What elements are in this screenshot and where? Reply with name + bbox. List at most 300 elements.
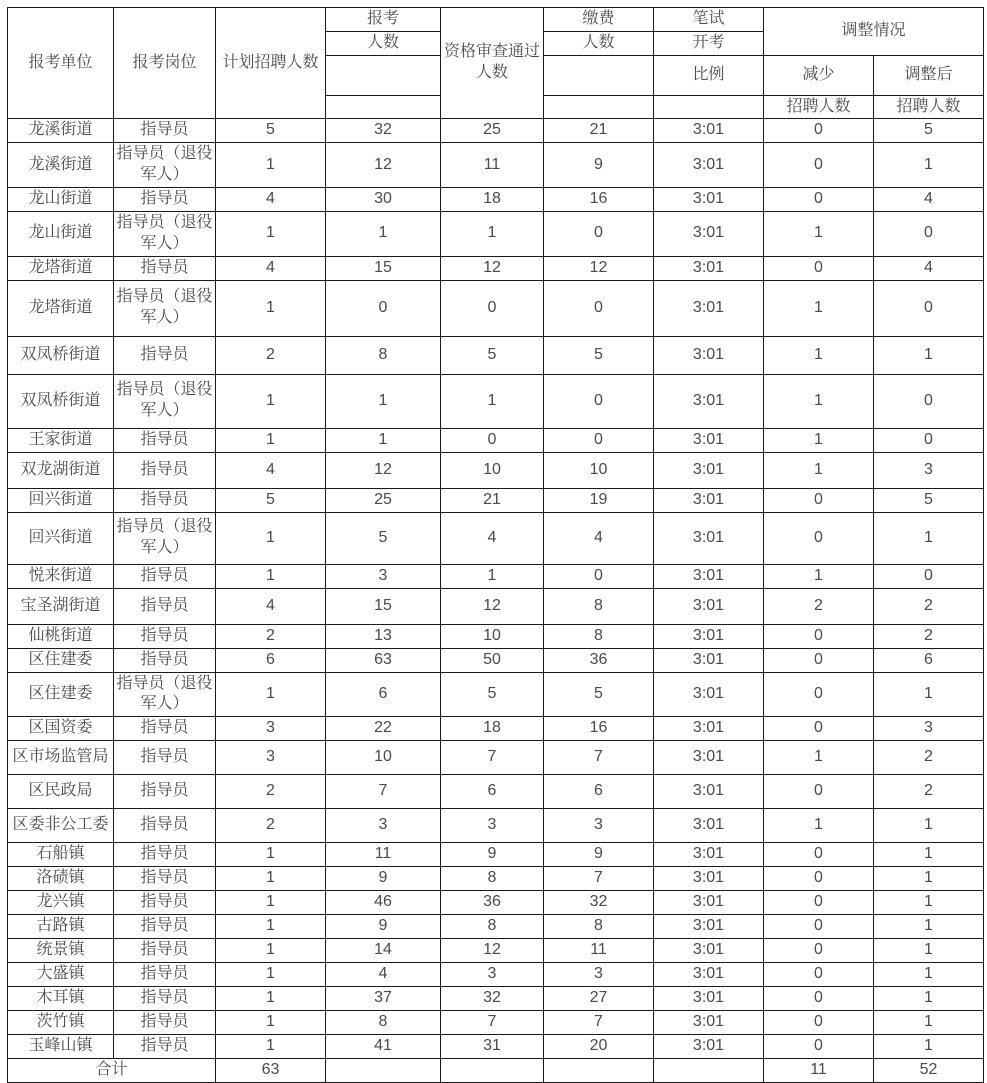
post-cell: 指导员: [114, 987, 216, 1011]
header-post: 报考岗位: [114, 8, 216, 119]
table-row: [8, 809, 984, 843]
header-paid-line2: 人数: [544, 31, 654, 55]
reduced-cell: 1: [764, 741, 874, 775]
table-row: [8, 987, 984, 1011]
table-row: [8, 428, 984, 452]
adjusted-cell: 4: [874, 256, 984, 280]
unit-cell: 区住建委: [8, 648, 114, 672]
unit-cell: 龙塔街道: [8, 256, 114, 280]
reviewed-cell: 6: [441, 775, 544, 809]
unit-cell: 王家街道: [8, 428, 114, 452]
table-row: [8, 624, 984, 648]
applied-cell: 3: [326, 809, 441, 843]
unit-cell: 回兴街道: [8, 488, 114, 512]
header-review: [441, 8, 544, 119]
reviewed-cell: 18: [441, 717, 544, 741]
reduced-cell: 1: [764, 564, 874, 588]
unit-cell: 大盛镇: [8, 963, 114, 987]
total-plan-cell: 63: [216, 1059, 326, 1083]
post-cell: 指导员: [114, 891, 216, 915]
reviewed-cell: 12: [441, 588, 544, 624]
reduced-cell: 1: [764, 211, 874, 256]
reduced-cell: 0: [764, 119, 874, 143]
plan-cell: 1: [216, 564, 326, 588]
plan-cell: 3: [216, 741, 326, 775]
table-row: [8, 717, 984, 741]
reviewed-cell: 9: [441, 843, 544, 867]
applied-cell: 8: [326, 336, 441, 374]
reduced-cell: 1: [764, 374, 874, 428]
reduced-cell: 0: [764, 717, 874, 741]
adjusted-cell: 1: [874, 867, 984, 891]
plan-cell: 1: [216, 428, 326, 452]
post-cell: 指导员: [114, 336, 216, 374]
paid-cell: 0: [544, 564, 654, 588]
ratio-cell: 3:01: [654, 336, 764, 374]
adjusted-cell: 1: [874, 1035, 984, 1059]
adjusted-cell: 1: [874, 336, 984, 374]
ratio-cell: 3:01: [654, 564, 764, 588]
unit-cell: 统景镇: [8, 939, 114, 963]
adjusted-cell: 2: [874, 741, 984, 775]
unit-cell: 龙山街道: [8, 211, 114, 256]
adjusted-cell: 1: [874, 843, 984, 867]
table-row: [8, 867, 984, 891]
table-row: [8, 963, 984, 987]
unit-cell: 区市场监管局: [8, 741, 114, 775]
ratio-cell: 3:01: [654, 1035, 764, 1059]
ratio-cell: 3:01: [654, 963, 764, 987]
applied-cell: 25: [326, 488, 441, 512]
applied-cell: 0: [326, 280, 441, 336]
ratio-cell: 3:01: [654, 374, 764, 428]
applied-cell: 32: [326, 119, 441, 143]
paid-cell: 0: [544, 374, 654, 428]
paid-cell: 16: [544, 187, 654, 211]
paid-cell: 19: [544, 488, 654, 512]
post-cell: 指导员: [114, 1035, 216, 1059]
reduced-cell: 1: [764, 452, 874, 488]
applied-cell: 63: [326, 648, 441, 672]
reduced-cell: 0: [764, 891, 874, 915]
reviewed-cell: 7: [441, 1011, 544, 1035]
header-reduce-line2: 招聘人数: [764, 95, 874, 119]
table-row: [8, 187, 984, 211]
paid-cell: 9: [544, 843, 654, 867]
total-reviewed-cell: [441, 1059, 544, 1083]
adjusted-cell: 1: [874, 512, 984, 564]
table-row: [8, 775, 984, 809]
paid-cell: 8: [544, 588, 654, 624]
adjusted-cell: 1: [874, 963, 984, 987]
ratio-cell: 3:01: [654, 648, 764, 672]
plan-cell: 5: [216, 488, 326, 512]
plan-cell: 1: [216, 672, 326, 717]
header-review-line1: 资格审查通过: [443, 43, 540, 61]
reduced-cell: 0: [764, 775, 874, 809]
reduced-cell: 0: [764, 672, 874, 717]
table-row: [8, 211, 984, 256]
table-row: [8, 452, 984, 488]
reduced-cell: 0: [764, 648, 874, 672]
applied-cell: 7: [326, 775, 441, 809]
adjusted-cell: 0: [874, 428, 984, 452]
header-paid-spacer2: [544, 95, 654, 119]
paid-cell: 4: [544, 512, 654, 564]
ratio-cell: 3:01: [654, 119, 764, 143]
reduced-cell: 0: [764, 843, 874, 867]
unit-cell: 回兴街道: [8, 512, 114, 564]
table-row: [8, 488, 984, 512]
reviewed-cell: 25: [441, 119, 544, 143]
table-header: [8, 8, 984, 119]
paid-cell: 3: [544, 963, 654, 987]
post-cell: 指导员: [114, 939, 216, 963]
unit-cell: 双凤桥街道: [8, 336, 114, 374]
plan-cell: 1: [216, 963, 326, 987]
applied-cell: 6: [326, 672, 441, 717]
header-applied-spacer2: [326, 95, 441, 119]
plan-cell: 2: [216, 809, 326, 843]
header-after-line1: 调整后: [874, 55, 984, 95]
header-after-line2: 招聘人数: [874, 95, 984, 119]
reviewed-cell: 12: [441, 939, 544, 963]
applied-cell: 1: [326, 211, 441, 256]
plan-cell: 2: [216, 624, 326, 648]
ratio-cell: 3:01: [654, 211, 764, 256]
post-cell: 指导员: [114, 488, 216, 512]
post-cell: 指导员: [114, 717, 216, 741]
post-cell: 指导员（退役军人）: [114, 211, 216, 256]
post-cell: 指导员: [114, 187, 216, 211]
adjusted-cell: 3: [874, 717, 984, 741]
plan-cell: 1: [216, 211, 326, 256]
unit-cell: 洛碛镇: [8, 867, 114, 891]
table-row: [8, 1035, 984, 1059]
paid-cell: 11: [544, 939, 654, 963]
plan-cell: 3: [216, 717, 326, 741]
unit-cell: 区委非公工委: [8, 809, 114, 843]
paid-cell: 32: [544, 891, 654, 915]
reviewed-cell: 36: [441, 891, 544, 915]
applied-cell: 15: [326, 588, 441, 624]
total-label-cell: 合计: [8, 1059, 216, 1083]
plan-cell: 5: [216, 119, 326, 143]
applied-cell: 1: [326, 428, 441, 452]
ratio-cell: 3:01: [654, 867, 764, 891]
table-row: [8, 915, 984, 939]
adjusted-cell: 1: [874, 987, 984, 1011]
header-reduce-line1: 减少: [764, 55, 874, 95]
paid-cell: 0: [544, 280, 654, 336]
adjusted-cell: 1: [874, 915, 984, 939]
reviewed-cell: 10: [441, 452, 544, 488]
applied-cell: 10: [326, 741, 441, 775]
reviewed-cell: 31: [441, 1035, 544, 1059]
reduced-cell: 0: [764, 488, 874, 512]
adjusted-cell: 5: [874, 488, 984, 512]
applied-cell: 14: [326, 939, 441, 963]
reduced-cell: 0: [764, 1035, 874, 1059]
unit-cell: 龙溪街道: [8, 143, 114, 188]
reviewed-cell: 10: [441, 624, 544, 648]
reviewed-cell: 12: [441, 256, 544, 280]
ratio-cell: 3:01: [654, 987, 764, 1011]
total-reduced-cell: 11: [764, 1059, 874, 1083]
post-cell: 指导员: [114, 915, 216, 939]
unit-cell: 龙兴镇: [8, 891, 114, 915]
reduced-cell: 1: [764, 280, 874, 336]
total-adjusted-cell: 52: [874, 1059, 984, 1083]
applied-cell: 12: [326, 452, 441, 488]
plan-cell: 1: [216, 512, 326, 564]
table-row: [8, 741, 984, 775]
ratio-cell: 3:01: [654, 588, 764, 624]
header-applied-line2: 人数: [326, 31, 441, 55]
ratio-cell: 3:01: [654, 187, 764, 211]
reviewed-cell: 3: [441, 809, 544, 843]
applied-cell: 30: [326, 187, 441, 211]
paid-cell: 0: [544, 428, 654, 452]
paid-cell: 10: [544, 452, 654, 488]
reviewed-cell: 5: [441, 672, 544, 717]
post-cell: 指导员: [114, 256, 216, 280]
header-adjust-group: 调整情况: [764, 8, 984, 56]
reviewed-cell: 32: [441, 987, 544, 1011]
paid-cell: 8: [544, 915, 654, 939]
plan-cell: 2: [216, 336, 326, 374]
adjusted-cell: 3: [874, 452, 984, 488]
reviewed-cell: 21: [441, 488, 544, 512]
ratio-cell: 3:01: [654, 143, 764, 188]
plan-cell: 6: [216, 648, 326, 672]
plan-cell: 4: [216, 256, 326, 280]
paid-cell: 36: [544, 648, 654, 672]
reduced-cell: 0: [764, 624, 874, 648]
plan-cell: 1: [216, 1011, 326, 1035]
post-cell: 指导员（退役军人）: [114, 280, 216, 336]
reduced-cell: 1: [764, 428, 874, 452]
paid-cell: 7: [544, 867, 654, 891]
adjusted-cell: 4: [874, 187, 984, 211]
unit-cell: 茨竹镇: [8, 1011, 114, 1035]
paid-cell: 5: [544, 672, 654, 717]
applied-cell: 8: [326, 1011, 441, 1035]
table-row: [8, 336, 984, 374]
total-row: [8, 1059, 984, 1083]
table-row: [8, 564, 984, 588]
reviewed-cell: 3: [441, 963, 544, 987]
reduced-cell: 0: [764, 256, 874, 280]
paid-cell: 16: [544, 717, 654, 741]
table-row: [8, 280, 984, 336]
table-row: [8, 843, 984, 867]
ratio-cell: 3:01: [654, 809, 764, 843]
adjusted-cell: 1: [874, 891, 984, 915]
table-row: [8, 256, 984, 280]
reduced-cell: 0: [764, 987, 874, 1011]
plan-cell: 1: [216, 939, 326, 963]
adjusted-cell: 2: [874, 588, 984, 624]
ratio-cell: 3:01: [654, 280, 764, 336]
post-cell: 指导员: [114, 624, 216, 648]
ratio-cell: 3:01: [654, 256, 764, 280]
paid-cell: 6: [544, 775, 654, 809]
post-cell: 指导员: [114, 1011, 216, 1035]
post-cell: 指导员: [114, 867, 216, 891]
reviewed-cell: 1: [441, 564, 544, 588]
adjusted-cell: 1: [874, 809, 984, 843]
ratio-cell: 3:01: [654, 624, 764, 648]
unit-cell: 玉峰山镇: [8, 1035, 114, 1059]
post-cell: 指导员: [114, 963, 216, 987]
applied-cell: 4: [326, 963, 441, 987]
reviewed-cell: 8: [441, 867, 544, 891]
plan-cell: 1: [216, 891, 326, 915]
header-ratio-line3: 比例: [654, 55, 764, 95]
plan-cell: 1: [216, 915, 326, 939]
table-row: [8, 891, 984, 915]
paid-cell: 0: [544, 211, 654, 256]
ratio-cell: 3:01: [654, 452, 764, 488]
ratio-cell: 3:01: [654, 915, 764, 939]
header-ratio-line1: 笔试: [654, 8, 764, 32]
applied-cell: 41: [326, 1035, 441, 1059]
paid-cell: 5: [544, 336, 654, 374]
unit-cell: 双龙湖街道: [8, 452, 114, 488]
reduced-cell: 0: [764, 143, 874, 188]
header-applied-spacer: [326, 55, 441, 95]
applied-cell: 15: [326, 256, 441, 280]
unit-cell: 古路镇: [8, 915, 114, 939]
ratio-cell: 3:01: [654, 775, 764, 809]
reviewed-cell: 8: [441, 915, 544, 939]
ratio-cell: 3:01: [654, 891, 764, 915]
table-row: [8, 374, 984, 428]
post-cell: 指导员: [114, 809, 216, 843]
post-cell: 指导员（退役军人）: [114, 672, 216, 717]
adjusted-cell: 0: [874, 280, 984, 336]
recruitment-table: [7, 7, 984, 1083]
plan-cell: 1: [216, 1035, 326, 1059]
applied-cell: 13: [326, 624, 441, 648]
applied-cell: 11: [326, 843, 441, 867]
unit-cell: 区国资委: [8, 717, 114, 741]
unit-cell: 仙桃街道: [8, 624, 114, 648]
reduced-cell: 1: [764, 336, 874, 374]
unit-cell: 龙塔街道: [8, 280, 114, 336]
reviewed-cell: 5: [441, 336, 544, 374]
reviewed-cell: 1: [441, 211, 544, 256]
paid-cell: 20: [544, 1035, 654, 1059]
applied-cell: 9: [326, 915, 441, 939]
paid-cell: 9: [544, 143, 654, 188]
plan-cell: 4: [216, 588, 326, 624]
table-row: [8, 119, 984, 143]
post-cell: 指导员: [114, 119, 216, 143]
table-row: [8, 588, 984, 624]
reduced-cell: 1: [764, 809, 874, 843]
applied-cell: 46: [326, 891, 441, 915]
post-cell: 指导员: [114, 452, 216, 488]
post-cell: 指导员（退役军人）: [114, 512, 216, 564]
reviewed-cell: 0: [441, 428, 544, 452]
reviewed-cell: 0: [441, 280, 544, 336]
reduced-cell: 0: [764, 1011, 874, 1035]
paid-cell: 7: [544, 741, 654, 775]
post-cell: 指导员: [114, 564, 216, 588]
table-row: [8, 672, 984, 717]
header-unit: 报考单位: [8, 8, 114, 119]
table-row: [8, 143, 984, 188]
ratio-cell: 3:01: [654, 672, 764, 717]
adjusted-cell: 0: [874, 564, 984, 588]
reviewed-cell: 7: [441, 741, 544, 775]
ratio-cell: 3:01: [654, 1011, 764, 1035]
reviewed-cell: 50: [441, 648, 544, 672]
unit-cell: 区住建委: [8, 672, 114, 717]
applied-cell: 12: [326, 143, 441, 188]
adjusted-cell: 1: [874, 143, 984, 188]
post-cell: 指导员: [114, 588, 216, 624]
paid-cell: 3: [544, 809, 654, 843]
adjusted-cell: 2: [874, 775, 984, 809]
unit-cell: 石船镇: [8, 843, 114, 867]
header-paid-spacer: [544, 55, 654, 95]
plan-cell: 1: [216, 374, 326, 428]
adjusted-cell: 5: [874, 119, 984, 143]
plan-cell: 4: [216, 452, 326, 488]
table-row: [8, 1011, 984, 1035]
post-cell: 指导员: [114, 741, 216, 775]
reviewed-cell: 18: [441, 187, 544, 211]
plan-cell: 1: [216, 843, 326, 867]
applied-cell: 9: [326, 867, 441, 891]
header-applied-line1: 报考: [326, 8, 441, 32]
unit-cell: 悦来街道: [8, 564, 114, 588]
paid-cell: 12: [544, 256, 654, 280]
header-review-line2: 人数: [475, 64, 508, 82]
paid-cell: 21: [544, 119, 654, 143]
post-cell: 指导员: [114, 775, 216, 809]
paid-cell: 8: [544, 624, 654, 648]
table-row: [8, 512, 984, 564]
adjusted-cell: 1: [874, 1011, 984, 1035]
reduced-cell: 0: [764, 939, 874, 963]
applied-cell: 5: [326, 512, 441, 564]
paid-cell: 27: [544, 987, 654, 1011]
ratio-cell: 3:01: [654, 939, 764, 963]
reduced-cell: 0: [764, 512, 874, 564]
reduced-cell: 2: [764, 588, 874, 624]
reduced-cell: 0: [764, 963, 874, 987]
plan-cell: 1: [216, 280, 326, 336]
adjusted-cell: 2: [874, 624, 984, 648]
plan-cell: 1: [216, 143, 326, 188]
table-row: [8, 939, 984, 963]
ratio-cell: 3:01: [654, 488, 764, 512]
ratio-cell: 3:01: [654, 717, 764, 741]
header-plan: 计划招聘人数: [216, 8, 326, 119]
plan-cell: 1: [216, 867, 326, 891]
post-cell: 指导员（退役军人）: [114, 143, 216, 188]
reviewed-cell: 1: [441, 374, 544, 428]
applied-cell: 3: [326, 564, 441, 588]
reduced-cell: 0: [764, 187, 874, 211]
plan-cell: 2: [216, 775, 326, 809]
adjusted-cell: 6: [874, 648, 984, 672]
post-cell: 指导员（退役军人）: [114, 374, 216, 428]
